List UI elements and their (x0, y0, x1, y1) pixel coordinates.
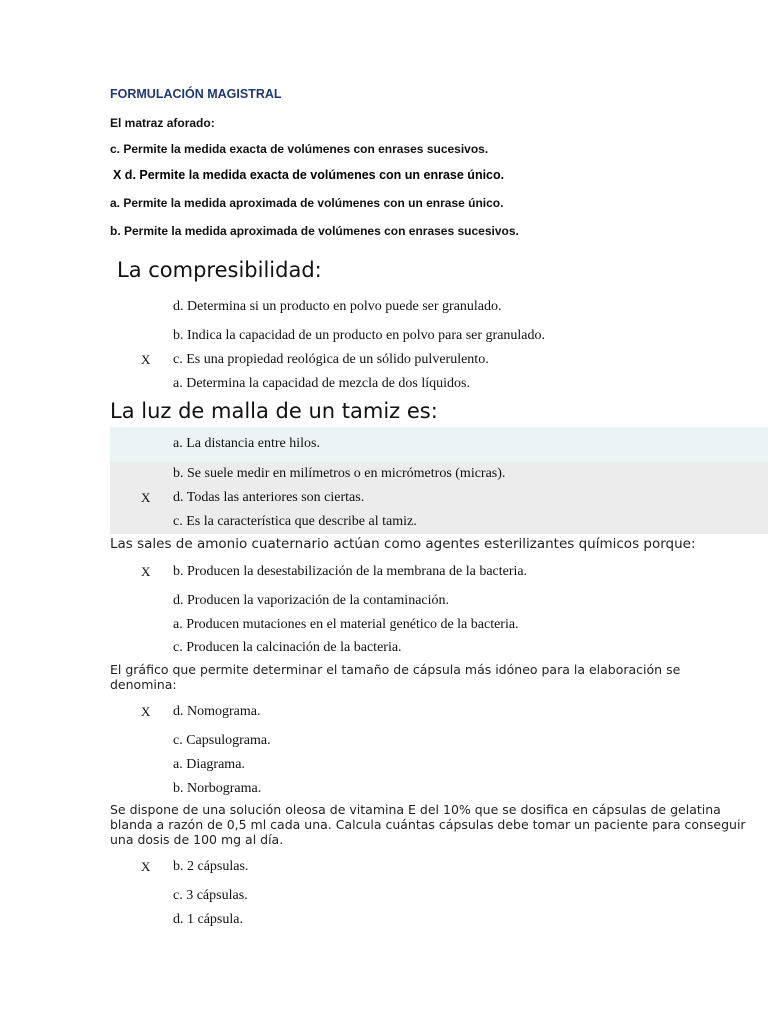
question-1-option-4: b. Permite la medida aproximada de volúmenes con enrases sucesivos. (110, 224, 519, 238)
question-5-option-2: c. Capsulograma. (173, 733, 271, 748)
question-3-option-3: d. Todas las anteriores son ciertas. (173, 490, 365, 505)
question-3-option-2: b. Se suele medir en milímetros o en micrómetros (micras). (173, 466, 506, 481)
question-1-option-1: c. Permite la medida exacta de volúmenes con enrases sucesivos. (110, 142, 489, 156)
question-4-option-1: b. Producen la desestabilización de la membrana de la bacteria. (173, 564, 528, 579)
question-3-option-1: a. La distancia entre hilos. (173, 436, 320, 451)
question-5-answer-mark: X (141, 704, 151, 719)
question-6-option-1: b. 2 cápsulas. (173, 859, 249, 874)
question-4-option-2: d. Producen la vaporización de la contaminación. (173, 593, 450, 608)
question-5-heading: El gráfico que permite determinar el tamaño de cápsula más idóneo para la elaboración se denomina: (110, 662, 681, 692)
question-6-option-3: d. 1 cápsula. (173, 912, 243, 927)
question-4-answer-mark: X (141, 564, 151, 579)
question-2-heading: La compresibilidad: (117, 258, 322, 282)
question-3-heading: La luz de malla de un tamiz es: (110, 399, 438, 423)
question-2-option-3: c. Es una propiedad reológica de un sólido pulverulento. (173, 352, 489, 367)
question-4-option-4: c. Producen la calcinación de la bacteria. (173, 640, 402, 655)
question-6-option-2: c. 3 cápsulas. (173, 888, 248, 903)
question-4-heading: Las sales de amonio cuaternario actúan como agentes esterilizantes químicos porque: (110, 536, 696, 552)
question-6-answer-mark: X (141, 859, 151, 874)
question-6-heading: Se dispone de una solución oleosa de vitamina E del 10% que se dosifica en cápsulas de gelatina blanda a razón de 0,5 ml cada una. Calcula cuántas cápsulas debe tomar un paciente para conseguir una dosis de 100 mg al día. (110, 802, 746, 847)
question-2-option-4: a. Determina la capacidad de mezcla de dos líquidos. (173, 376, 470, 391)
question-3-option-4: c. Es la característica que describe al tamiz. (173, 514, 417, 529)
question-5-option-3: a. Diagrama. (173, 757, 245, 772)
question-3-answer-mark: X (141, 490, 151, 505)
question-2-option-1: d. Determina si un producto en polvo puede ser granulado. (173, 299, 502, 314)
question-5-option-4: b. Norbograma. (173, 781, 262, 796)
question-2-option-2: b. Indica la capacidad de un producto en polvo para ser granulado. (173, 328, 546, 343)
question-1-heading: El matraz aforado: (110, 116, 215, 130)
question-5-option-1: d. Nomograma. (173, 704, 261, 719)
document-title: FORMULACIÓN MAGISTRAL (110, 87, 282, 101)
question-1-option-3: a. Permite la medida aproximada de volúmenes con un enrase único. (110, 196, 504, 210)
question-1-option-2: X d. Permite la medida exacta de volúmenes con un enrase único. (113, 168, 505, 182)
question-2-answer-mark: X (141, 352, 151, 367)
question-4-option-3: a. Producen mutaciones en el material genético de la bacteria. (173, 617, 519, 632)
